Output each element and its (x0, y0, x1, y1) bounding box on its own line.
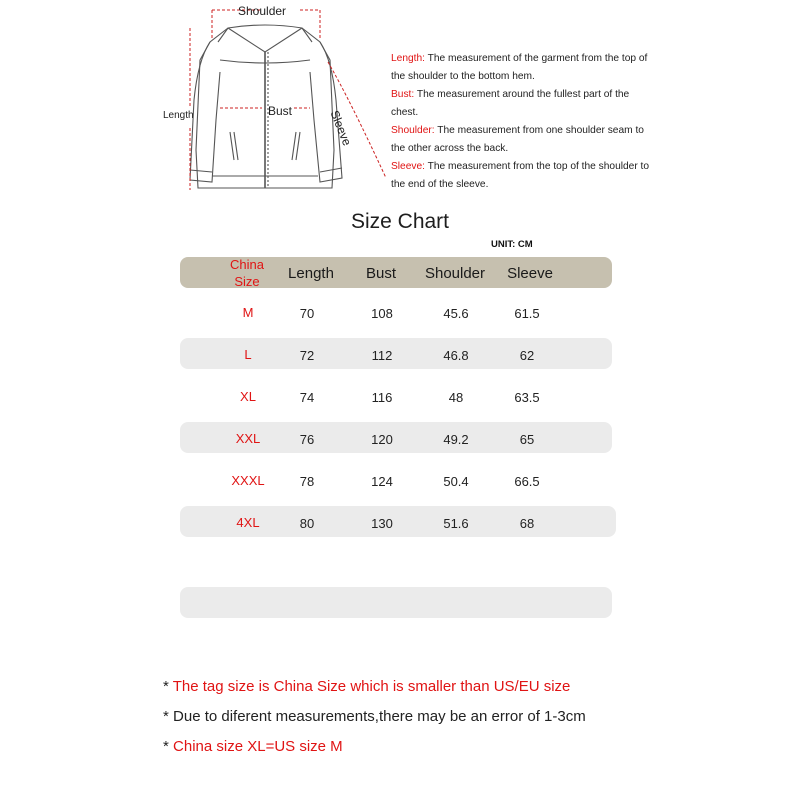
definition-term: Bust: (391, 89, 415, 100)
row-bust: 120 (371, 432, 393, 447)
note-measurement-error (163, 708, 586, 738)
row-shoulder: 50.4 (443, 474, 469, 489)
row-bust: 108 (371, 306, 393, 321)
row-length: 80 (299, 516, 315, 531)
table-empty-band (180, 587, 612, 618)
row-bust: 112 (371, 348, 393, 363)
definition-term: Sleeve: (391, 161, 425, 172)
row-sleeve: 65 (519, 432, 535, 447)
length-label: Length (163, 110, 194, 121)
note-text: Due to diferent measurements,there may be an error of 1-3cm (173, 708, 586, 725)
row-length: 78 (299, 474, 315, 489)
note-text: The tag size is China Size which is smaller than US/EU size (172, 678, 571, 695)
note-bullet: * (163, 708, 174, 725)
row-shoulder: 51.6 (443, 516, 469, 531)
note-bullet: * (163, 678, 173, 695)
measurement-definitions (391, 50, 651, 194)
definition-bust (391, 86, 651, 122)
note-text: China size XL=US size M (173, 738, 343, 755)
unit-label: UNIT: CM (491, 239, 533, 250)
row-size: XXL (235, 431, 261, 446)
row-sleeve: 61.5 (514, 306, 540, 321)
jacket-diagram (150, 0, 390, 200)
note-size-conversion (163, 738, 586, 768)
row-sleeve: 63.5 (514, 390, 540, 405)
note-tag-size (163, 678, 586, 708)
header-china-line2: Size (234, 274, 260, 289)
notes (163, 678, 586, 768)
sleeve-label: Sleeve (327, 108, 355, 148)
header-china-size (230, 256, 264, 290)
definition-term: Length: (391, 53, 425, 64)
row-shoulder: 48 (448, 390, 464, 405)
row-shoulder: 46.8 (443, 348, 469, 363)
definition-sleeve (391, 158, 651, 194)
size-chart-title: Size Chart (350, 210, 450, 233)
row-length: 72 (299, 348, 315, 363)
header-sleeve: Sleeve (507, 265, 553, 282)
row-size: XXXL (231, 473, 265, 488)
definition-text: The measurement from one shoulder seam to the other across the back. (391, 125, 644, 154)
row-shoulder: 49.2 (443, 432, 469, 447)
note-bullet: * (163, 738, 174, 755)
definition-term: Shoulder: (391, 125, 435, 136)
row-sleeve: 62 (519, 348, 535, 363)
header-length: Length (288, 265, 334, 282)
row-size: XL (240, 389, 256, 404)
header-china-line1: China (230, 257, 264, 272)
header-bust: Bust (365, 265, 397, 282)
row-length: 74 (299, 390, 315, 405)
row-length: 70 (299, 306, 315, 321)
definition-text: The measurement of the garment from the top of the shoulder to the bottom hem. (391, 53, 648, 82)
shoulder-label: Shoulder (238, 4, 287, 18)
row-sleeve: 68 (519, 516, 535, 531)
bust-label: Bust (268, 104, 293, 118)
definition-shoulder (391, 122, 651, 158)
row-bust: 116 (371, 390, 393, 405)
row-length: 76 (299, 432, 315, 447)
row-size: M (242, 305, 254, 320)
header-shoulder: Shoulder (424, 265, 486, 282)
definition-text: The measurement around the fullest part of the chest. (391, 89, 630, 118)
row-bust: 124 (371, 474, 393, 489)
jacket-outline-icon (150, 0, 390, 200)
definition-text: The measurement from the top of the shoulder to the end of the sleeve. (391, 161, 650, 190)
definition-length (391, 50, 651, 86)
row-shoulder: 45.6 (443, 306, 469, 321)
row-size: 4XL (236, 515, 260, 530)
row-sleeve: 66.5 (514, 474, 540, 489)
row-size: L (244, 347, 252, 362)
row-bust: 130 (371, 516, 393, 531)
